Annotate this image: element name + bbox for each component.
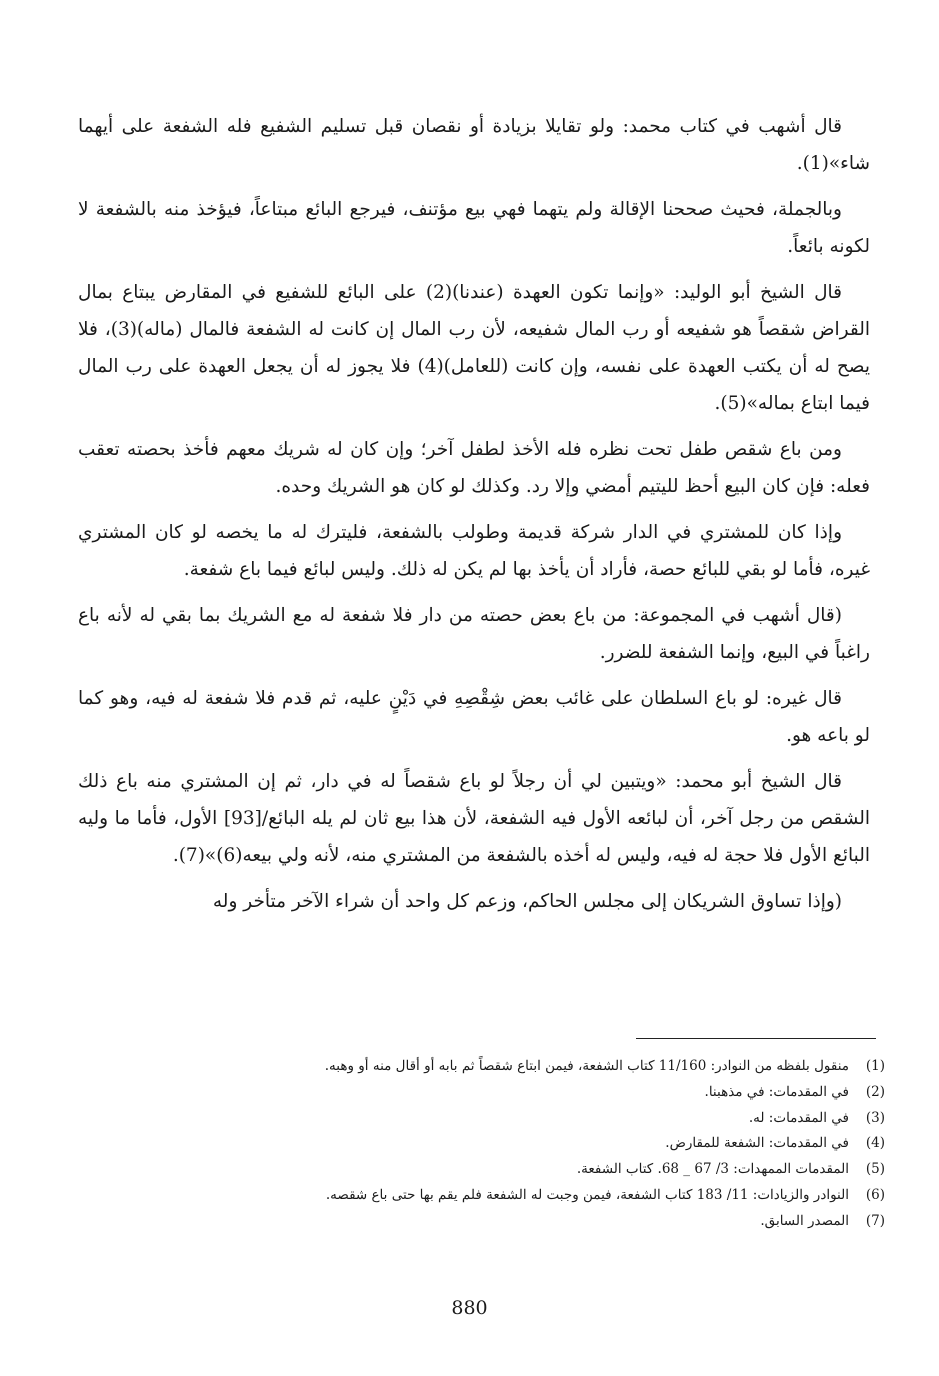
footnote-item [150,1080,885,1106]
footnote-number: (2) [865,1083,885,1100]
footnotes-section [150,1054,885,1235]
footnote-number: (4) [865,1135,885,1152]
footnote-divider [636,1038,876,1039]
footnote-item [150,1209,885,1235]
paragraph-9: (وإذا تساوق الشريكان إلى مجلس الحاكم، وزعم كل واحد أن شراء الآخر متأخر وله [212,891,842,912]
paragraph-7: قال غيره: لو باع السلطان على غائب بعض شِقْصِهِ في دَيْنٍ عليه، ثم قدم فلا شفعة له فيه، وهو كما لو باعه هو. [78,688,870,746]
footnote-text: في المقدمات: له. [748,1109,849,1126]
footnote-number: (3) [865,1109,885,1126]
footnote-number: (5) [865,1161,885,1178]
footnote-item [150,1157,885,1183]
footnote-text: في المقدمات: الشفعة للمقارض. [665,1135,849,1152]
paragraph-4: ومن باع شقص طفل تحت نظره فله الأخذ لطفل آخر؛ وإن كان له شريك معهم فأخذ بحصته تعقب فعله: فإن كان البيع أحظ لليتيم أمضي وإلا رد. وكذلك لو كان هو الشريك وحده. [78,439,870,497]
paragraph-1: قال أشهب في كتاب محمد: ولو تقايلا بزيادة أو نقصان قبل تسليم الشفيع فله الشفعة على أيهما شاء»(1). [78,116,870,174]
footnote-number: (1) [865,1058,885,1074]
paragraph-2: وبالجملة، فحيث صححنا الإقالة ولم يتهما فهي بيع مؤتنف، فيرجع البائع مبتاعاً، فيؤخذ منه بالشفعة لا لكونه بائعاً. [78,199,870,257]
footnote-text: المصدر السابق. [760,1212,849,1229]
page-number: 880 [451,1297,488,1319]
footnote-text: المقدمات الممهدات: 3/ 67 _ 68. كتاب الشفعة. [576,1161,849,1178]
footnote-text: النوادر والزيادات: 11/ 183 كتاب الشفعة، فيمن وجبت له الشفعة فلم يقم بها حتى باع شقصه. [325,1186,849,1203]
footnote-number: (7) [865,1212,885,1229]
paragraph-6: (قال أشهب في المجموعة: من باع بعض حصته من دار فلا شفعة له مع الشريك بما بقي له لأنه باع راغباً في البيع، وإنما الشفعة للضرر. [78,605,870,663]
paragraph-3: قال الشيخ أبو الوليد: «وإنما تكون العهدة (عندنا)(2) على البائع للشفيع في المقارض يبتاع بمال القراض شقصاً هو شفيعه أو رب المال شفيعه، لأن رب المال إن كانت له الشفعة فالمال (ماله)(3)، فلا يصح له أن يكتب العهدة على نفسه، وإن كانت (للعامل)(4) فلا يجوز له أن يجعل العهدة على رب المال فيما ابتاع بماله»(5). [78,282,871,414]
footnote-item [150,1131,885,1157]
footnote-number: (6) [865,1186,885,1203]
paragraph-8: قال الشيخ أبو محمد: «ويتبين لي أن رجلاً لو باع شقصاً له في دار، ثم إن المشتري منه باع ذلك الشقص من رجل آخر، أن لبائعه الأول فيه الشفعة، لأن هذا بيع ثان لم يله البائع/[93] الأول، فأما ما وليه البائع الأول فلا حجة له فيه، وليس له أخذه بالشفعة من المشتري منه، لأنه ولي بيعه(6)»(7). [78,771,870,866]
footnote-text: في المقدمات: في مذهبنا. [704,1083,849,1100]
footnote-item [150,1106,885,1132]
footnote-text: منقول بلفظه من النوادر: 11/160 كتاب الشفعة، فيمن ابتاع شقصاً ثم بابه أو أقال منه أو وهبه. [324,1058,849,1074]
main-text-body [78,108,870,929]
footnote-item [150,1183,885,1209]
paragraph-5: وإذا كان للمشتري في الدار شركة قديمة وطولب بالشفعة، فليترك له ما يخصه لو كان المشتري غيره، فأما لو بقي للبائع حصة، فأراد أن يأخذ بها لم يكن له ذلك. وليس لبائع فيما باع شفعة. [78,522,870,580]
footnote-item [150,1054,885,1080]
